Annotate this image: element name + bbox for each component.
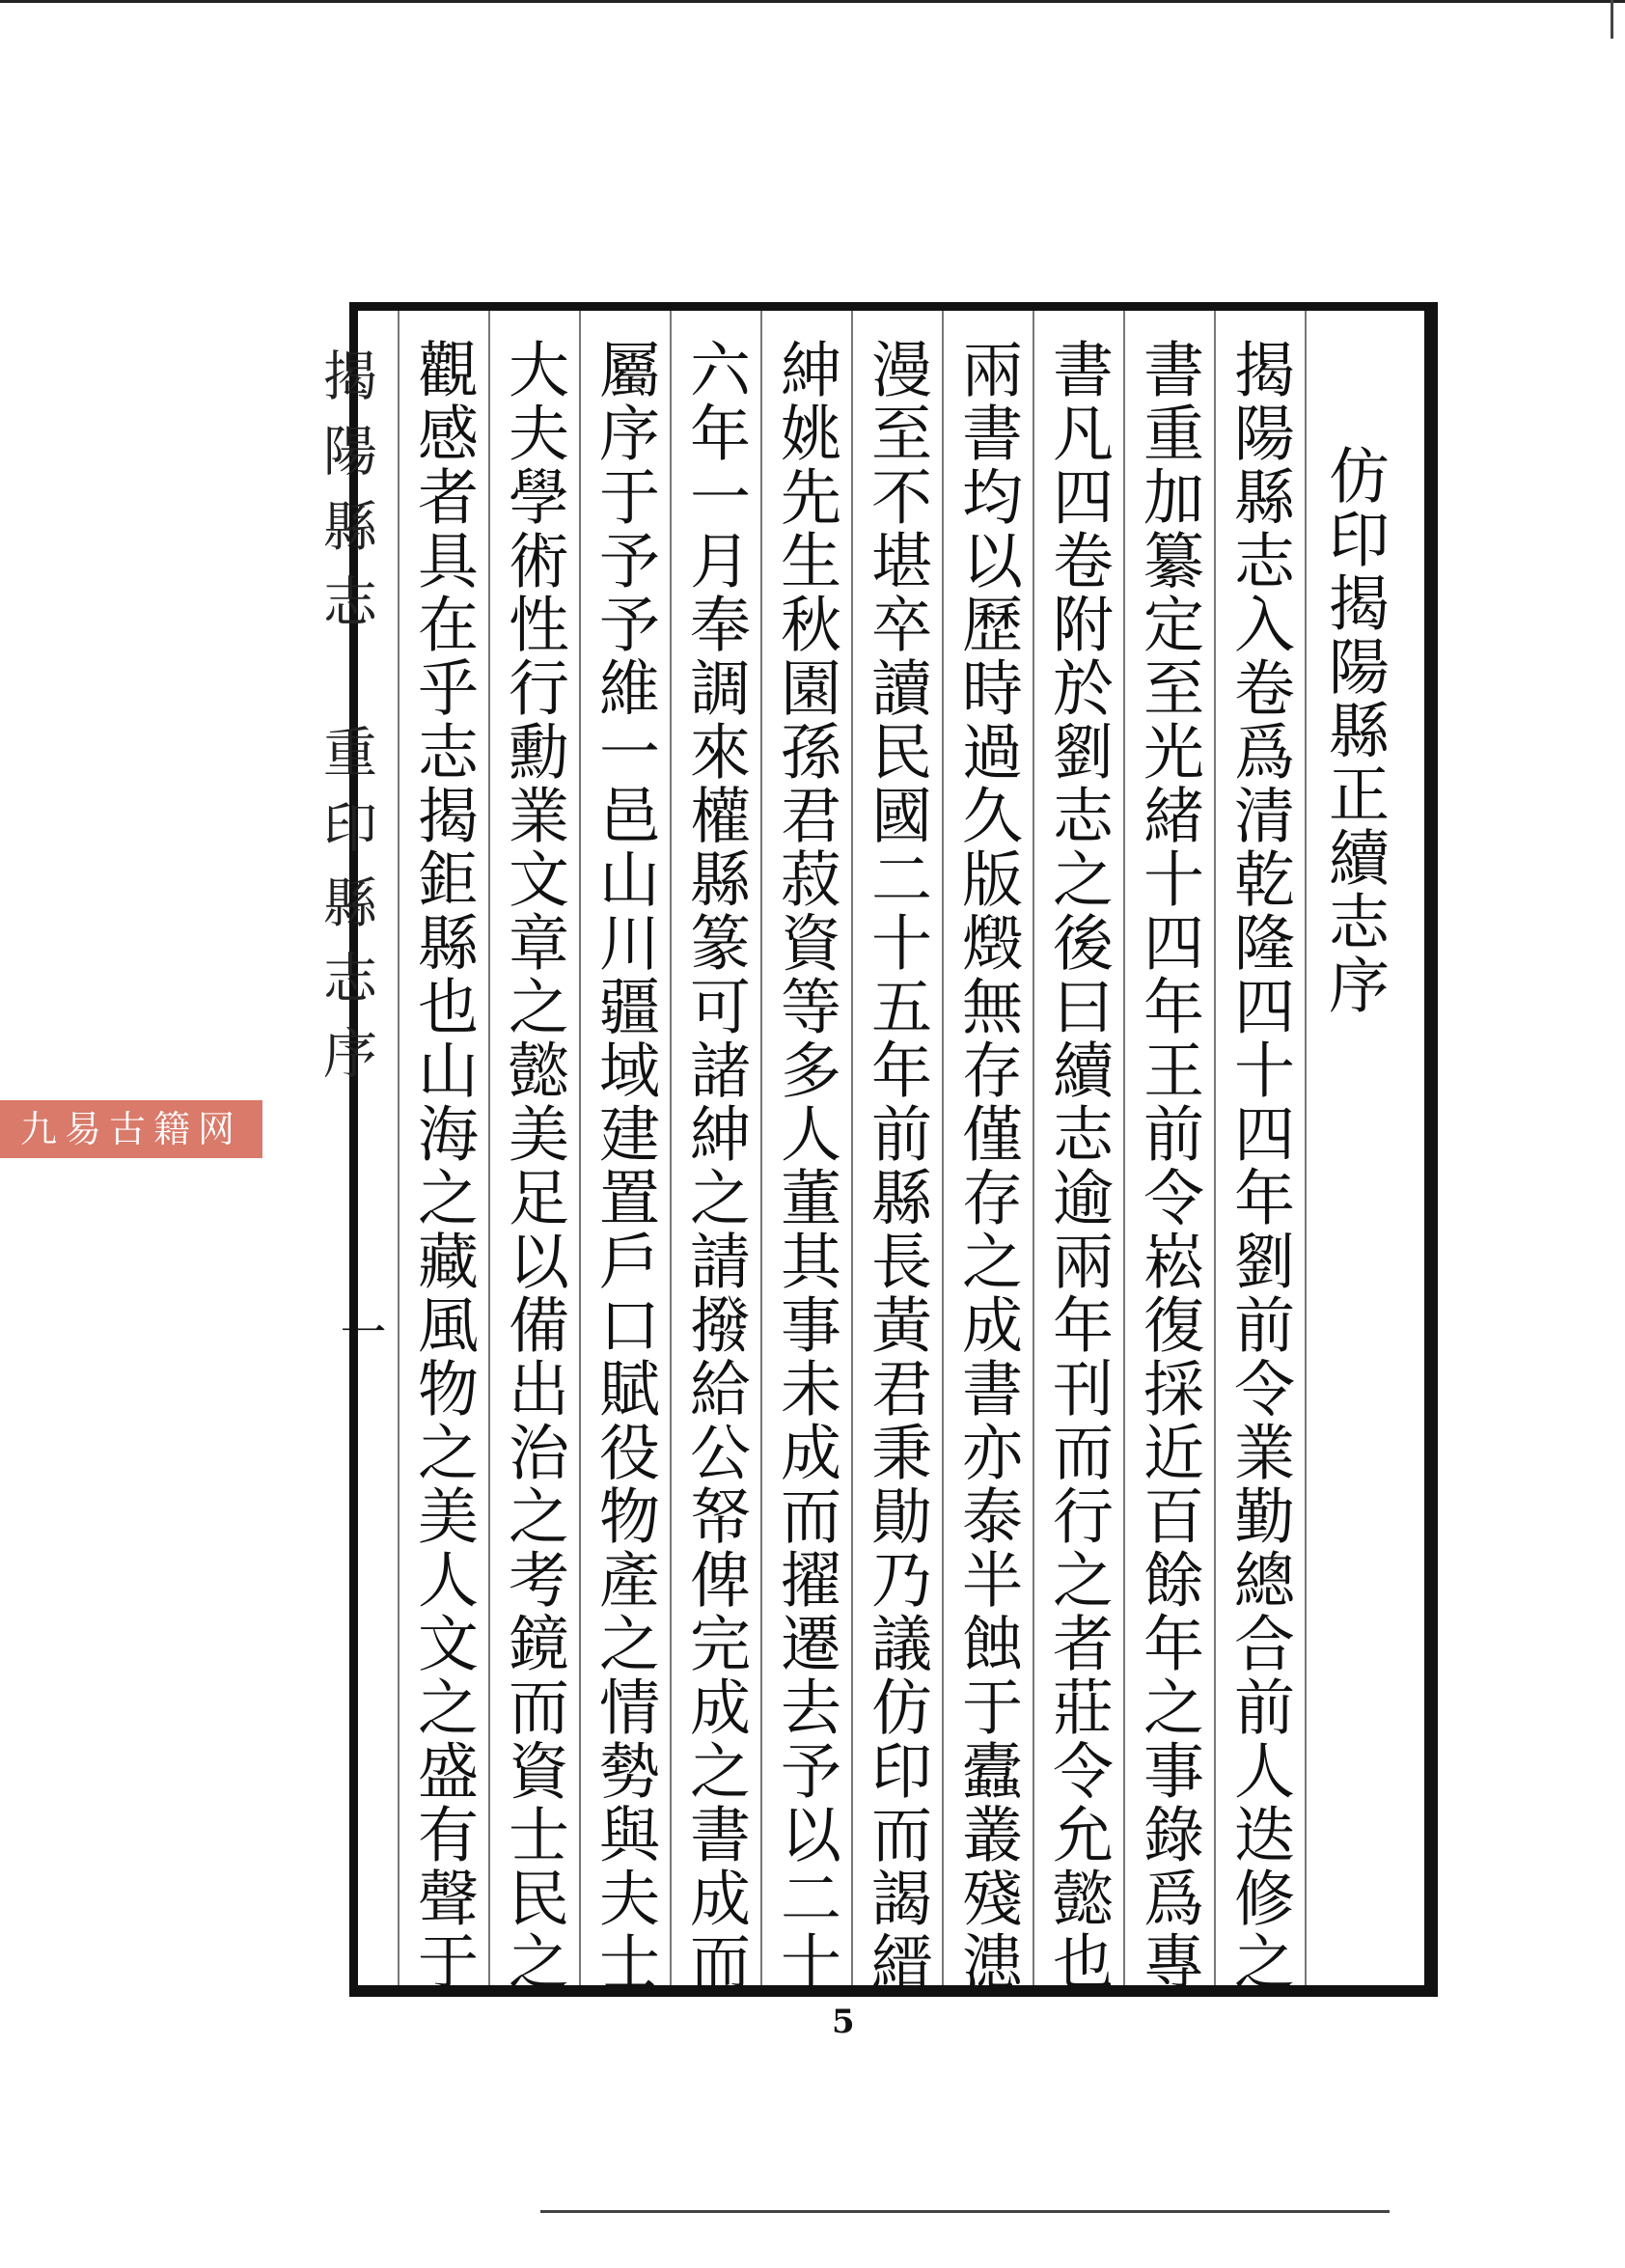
margin-label: 揭陽縣志 重印縣志序 (315, 347, 377, 1100)
margin-page: 一 (332, 1308, 386, 1357)
column-divider (1305, 311, 1307, 1985)
bottom-rule (540, 2210, 1390, 2213)
text-column: 書凡四卷附於劉志之後曰續志逾兩年刊而行之者莊令允懿也 (1043, 338, 1114, 1994)
text-column: 大夫學術性行勳業文章之懿美足以備出治之考鏡而資士民之 (499, 338, 569, 1994)
column-divider (1123, 311, 1125, 1985)
column-divider (942, 311, 944, 1985)
column-divider (670, 311, 672, 1985)
top-rule (0, 0, 1625, 3)
page-number: 5 (832, 2003, 855, 2041)
text-column: 觀感者具在乎志揭鉅縣也山海之藏風物之美人文之盛有聲于 (408, 338, 479, 1994)
column-divider (488, 311, 490, 1985)
text-column: 揭陽縣志入卷爲清乾隆四十四年劉前令業勤總合前人迭修之 (1225, 338, 1295, 1994)
text-column: 屬序于予予維一邑山川疆域建置戶口賦役物產之情勢與夫士 (590, 338, 660, 1994)
column-divider (851, 311, 853, 1985)
text-column: 書重加纂定至光緒十四年王前令崧復採近百餘年之事錄爲專 (1134, 338, 1204, 1994)
column-divider (579, 311, 581, 1985)
column-divider (398, 311, 399, 1985)
text-column: 漫至不堪卒讀民國二十五年前縣長黃君秉勛乃議仿印而謁縉 (862, 338, 932, 1994)
watermark[interactable]: 九易古籍网 (0, 1100, 262, 1158)
text-column: 兩書均以歷時過久版燬無存僅存之成書亦泰半蝕于蠹叢殘漶 (952, 338, 1023, 1994)
column-divider (1214, 311, 1216, 1985)
preface-title: 仿印揭陽縣正續志序 (1319, 444, 1390, 1017)
column-divider (1033, 311, 1034, 1985)
edge-mark (1611, 0, 1613, 39)
text-column: 紳姚先生秋園孫君菽資等多人董其事未成而擢遷去予以二十 (771, 338, 841, 1994)
text-column: 六年一月奉調來權縣篆可諸紳之請撥給公帑俾完成之書成而 (680, 338, 751, 1994)
column-divider (760, 311, 762, 1985)
